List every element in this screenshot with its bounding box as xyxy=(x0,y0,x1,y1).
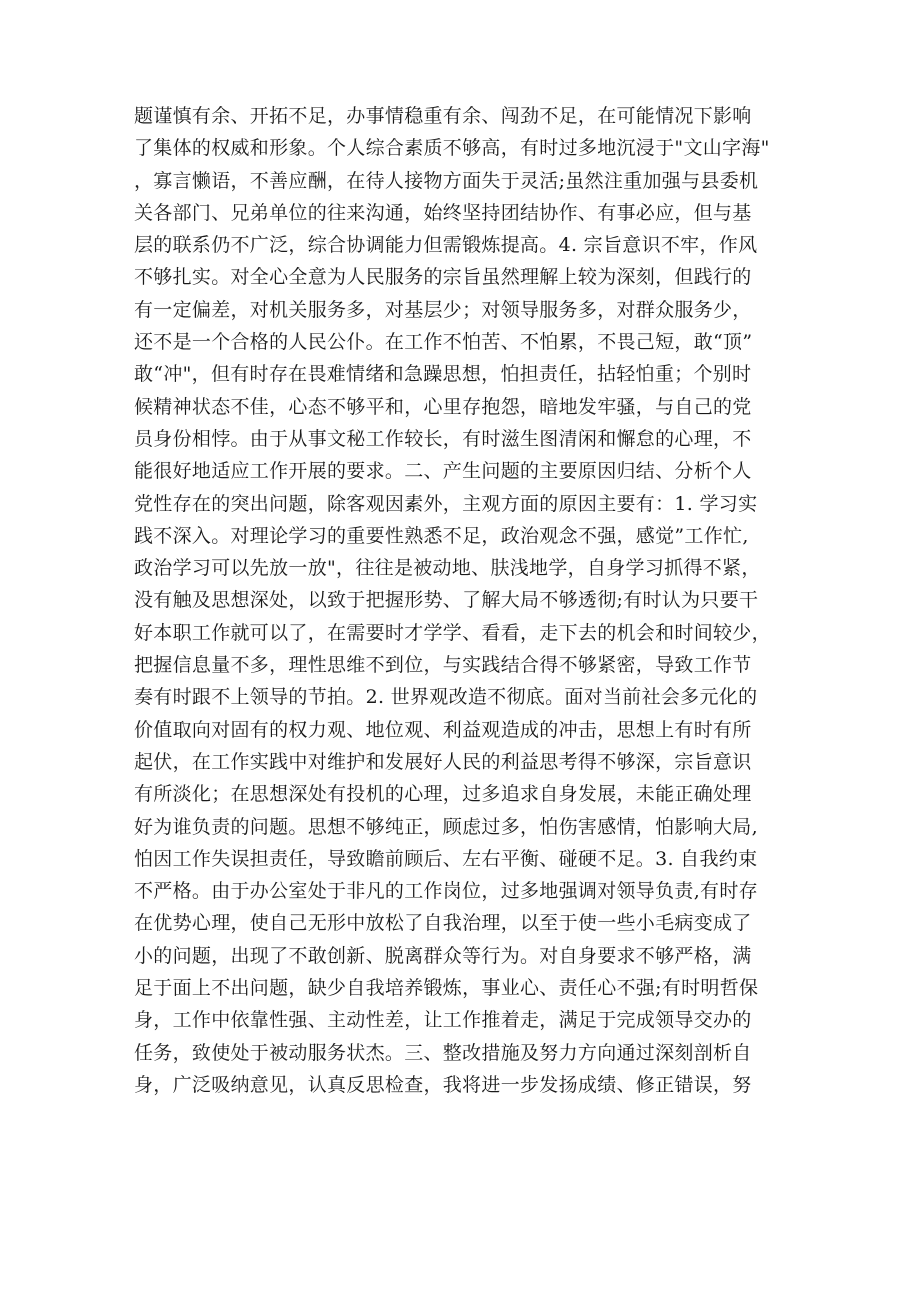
text-line: 党性存在的突出问题，除客观因素外，主观方面的原因主要有：1. 学习实 xyxy=(134,492,758,515)
text-line: 践不深入。对理论学习的重要性熟悉不足，政治观念不强，感觉”工作忙, xyxy=(134,524,749,547)
text-line: 在优势心理，使自己无形中放松了自我治理，以至于使一些小毛病变成了 xyxy=(134,912,752,935)
text-line: 足于面上不出问题，缺少自我培养锻炼，事业心、责任心不强;有时明哲保 xyxy=(134,977,759,1000)
text-line: 身，广泛吸纳意见，认真反思检查，我将进一步发扬成绩、修正错误，努 xyxy=(134,1073,752,1096)
text-line: 不严格。由于办公室处于非凡的工作岗位，过多地强调对领导负责,有时存 xyxy=(134,880,758,903)
text-line: 有一定偏差，对机关服务多，对基层少；对领导服务多，对群众服务少， xyxy=(134,298,752,321)
text-line: 有所淡化；在思想深处有投机的心理，过多追求自身发展，未能正确处理 xyxy=(134,783,752,806)
text-line: 关各部门、兄弟单位的往来沟通，始终坚持团结协作、有事必应，但与基 xyxy=(134,201,752,224)
text-line: 政治学习可以先放一放"，往往是被动地、肤浅地学，自身学习抓得不紧， xyxy=(134,557,761,580)
text-line: 奏有时跟不上领导的节拍。2. 世界观改造不彻底。面对当前社会多元化的 xyxy=(134,686,758,709)
text-line: 价值取向对固有的权力观、地位观、利益观造成的冲击，思想上有时有所 xyxy=(134,718,752,741)
text-line: 员身份相悖。由于从事文秘工作较长，有时滋生图清闲和懈怠的心理，不 xyxy=(134,427,752,450)
text-line: 身，工作中依靠性强、主动性差，让工作推着走，满足于完成领导交办的 xyxy=(134,1009,752,1032)
text-line: 不够扎实。对全心全意为人民服务的宗旨虽然理解上较为深刻，但践行的 xyxy=(134,266,752,289)
body-text xyxy=(134,100,804,1101)
text-line: 任务，致使处于被动服务状杰。三、整改措施及努力方向通过深刻剖析自 xyxy=(134,1041,752,1064)
text-line: 还不是一个合格的人民公仆。在工作不怕苦、不怕累，不畏己短，敢“顶” xyxy=(134,331,753,354)
text-line: 好为谁负责的问题。思想不够纯正，顾虑过多，怕伤害感情，怕影响大局, xyxy=(134,815,758,838)
text-line: 把握信息量不多，理性思维不到位，与实践结合得不够紧密，导致工作节 xyxy=(134,654,752,677)
text-line: 层的联系仍不广泛，综合协调能力但需锻炼提高。4. 宗旨意识不牢，作风 xyxy=(134,234,758,257)
text-line: 怕因工作失误担责任，导致瞻前顾后、左右平衡、碰硬不足。3. 自我约束 xyxy=(134,847,758,870)
text-line: 了集体的权威和形象。个人综合素质不够高，有时过多地沉浸于"文山字海" xyxy=(134,137,770,160)
text-line: 起伏，在工作实践中对维护和发展好人民的利益思考得不够深，宗旨意识 xyxy=(134,750,752,773)
text-line: 小的问题，出现了不敢创新、脱离群众等行为。对自身要求不够严格，满 xyxy=(134,944,752,967)
text-line: 好本职工作就可以了，在需要时才学学、看看，走下去的机会和时间较少， xyxy=(134,621,771,644)
text-line: 没有触及思想深处，以致于把握形势、了解大局不够透彻;有时认为只要干 xyxy=(134,589,759,612)
text-line: 候精神状态不佳，心态不够平和，心里存抱怨，暗地发牢骚，与自己的党 xyxy=(134,395,752,418)
text-line: 题谨慎有余、开拓不足，办事情稳重有余、闯劲不足，在可能情况下影响 xyxy=(134,105,752,127)
text-line: 能很好地适应工作开展的要求。二、产生问题的主要原因归结、分析个人 xyxy=(134,460,752,483)
text-line: ，寡言懒语，不善应酬，在待人接物方面失于灵活;虽然注重加强与县委机 xyxy=(134,169,759,192)
text-line: 敢“冲"，但有时存在畏难情绪和急躁思想，怕担责任，拈轻怕重；个别时 xyxy=(134,363,752,386)
